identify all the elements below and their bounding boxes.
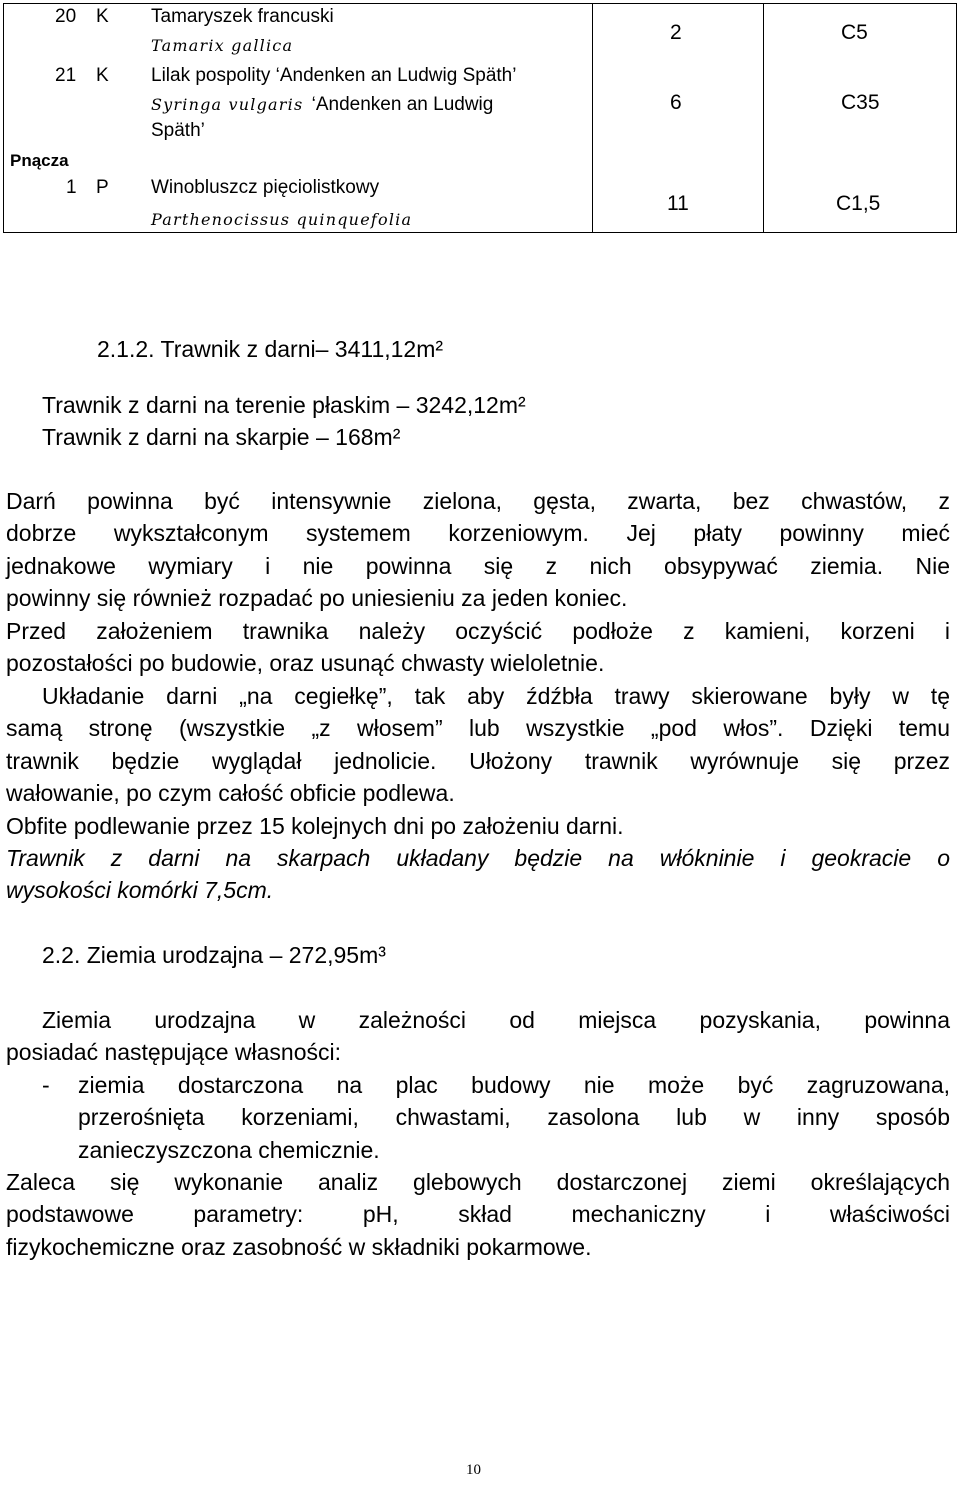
table-border-bottom xyxy=(3,232,957,233)
text-line: wysokości komórki 7,5cm. xyxy=(6,877,274,904)
row-21-name: Lilak pospolity ‘Andenken an Ludwig Späth’ xyxy=(151,65,517,86)
text-line: Ziemia urodzajna w zależności od miejsca pozyskania, powinna xyxy=(42,1007,950,1033)
row-20-size: C5 xyxy=(841,21,868,44)
paragraph-sod-quality xyxy=(6,485,950,615)
row-21-latin-line xyxy=(151,93,493,117)
trawnik-flat-area: Trawnik z darni na terenie płaskim – 3242,12m² xyxy=(42,392,526,418)
text-line: powinny się również rozpadać po uniesieniu za jeden koniec. xyxy=(6,585,628,612)
paragraph-laying xyxy=(6,680,950,810)
table-border-left xyxy=(3,3,4,233)
text-line: samą stronę (wszystkie „z włosem” lub wszystkie „pod włos”. Dzięki temu xyxy=(6,715,950,742)
paragraph-preparation xyxy=(6,615,950,680)
text-line: posiadać następujące własności: xyxy=(6,1039,341,1066)
section-heading-trawnik: 2.1.2. Trawnik z darni– 3411,12m² xyxy=(97,336,444,362)
row-21-no: 21 xyxy=(55,65,77,86)
text-line: Przed założeniem trawnika należy oczyścić podłoże z kamieni, korzeni i xyxy=(6,618,950,644)
text-line: Trawnik z darni na skarpach układany będzie na włókninie i geokracie o xyxy=(6,845,950,871)
text-line: przerośnięta korzeniami, chwastami, zasolona lub w inny sposób xyxy=(78,1104,950,1131)
climber-latin: Parthenocissus quinquefolia xyxy=(151,210,413,229)
table-col-divider-1 xyxy=(592,3,593,233)
trawnik-slope-area: Trawnik z darni na skarpie – 168m² xyxy=(42,424,401,450)
climber-size: C1,5 xyxy=(836,192,881,215)
bullet-item-soil-delivery xyxy=(78,1069,950,1166)
table-border-top xyxy=(3,3,957,4)
row-21-qty: 6 xyxy=(670,91,682,114)
row-21-size: C35 xyxy=(841,91,880,114)
text-line: zanieczyszczona chemicznie. xyxy=(78,1136,380,1163)
paragraph-watering xyxy=(6,810,950,842)
climber-name: Winobluszcz pięciolistkowy xyxy=(151,177,380,198)
row-21-kind: K xyxy=(96,65,109,86)
paragraph-soil-analysis xyxy=(6,1166,950,1263)
text-line: ziemia dostarczona na plac budowy nie może być zagruzowana, xyxy=(78,1072,950,1098)
row-20-no: 20 xyxy=(55,6,77,27)
row-20-kind: K xyxy=(96,6,109,27)
text-line: pozostałości po budowie, oraz usunąć chwasty wieloletnie. xyxy=(6,650,605,677)
text-line: Darń powinna być intensywnie zielona, gęsta, zwarta, bez chwastów, z xyxy=(6,488,950,514)
paragraph-slopes xyxy=(6,842,950,907)
text-line: trawnik będzie wyglądał jednolicie. Ułożony trawnik wyrównuje się przez xyxy=(6,747,950,774)
text-line: wałowanie, po czym całość obficie podlewa. xyxy=(6,780,455,807)
row-21-latin-cultivar-cont: Späth’ xyxy=(151,120,205,141)
text-line: Układanie darni „na cegiełkę”, tak aby źdźbła trawy skierowane były w tę xyxy=(42,683,950,709)
row-21-latin-cultivar: ‘Andenken an Ludwig xyxy=(311,94,494,115)
text-line: fizykochemiczne oraz zasobność w składniki pokarmowe. xyxy=(6,1233,592,1260)
row-20-name: Tamaryszek francuski xyxy=(151,6,334,27)
row-20-qty: 2 xyxy=(670,21,682,44)
section-climbers: Pnącza xyxy=(10,151,69,170)
section-heading-ziemia: 2.2. Ziemia urodzajna – 272,95m³ xyxy=(42,942,386,968)
table-border-right xyxy=(956,3,957,233)
table-col-divider-2 xyxy=(763,3,764,233)
text-line: dobrze wykształconym systemem korzeniowym. Jej płaty powinny mieć xyxy=(6,520,950,547)
text-line: jednakowe wymiary i nie powinna się z nich obsypywać ziemia. Nie xyxy=(6,552,950,579)
climber-no: 1 xyxy=(66,177,77,198)
row-20-latin: Tamarix gallica xyxy=(151,36,294,55)
climber-kind: P xyxy=(96,177,109,198)
climber-qty: 11 xyxy=(667,192,689,215)
row-21-latin: Syringa vulgaris xyxy=(151,95,304,114)
text-line: Zaleca się wykonanie analiz glebowych dostarczonej ziemi określających xyxy=(6,1169,950,1195)
text-line: podstawowe parametry: pH, skład mechaniczny i właściwości xyxy=(6,1201,950,1228)
paragraph-soil-properties xyxy=(6,1004,950,1069)
page-number: 10 xyxy=(466,1462,481,1478)
bullet-mark: - xyxy=(42,1072,50,1098)
text-line: Obfite podlewanie przez 15 kolejnych dni po założeniu darni. xyxy=(6,813,624,839)
